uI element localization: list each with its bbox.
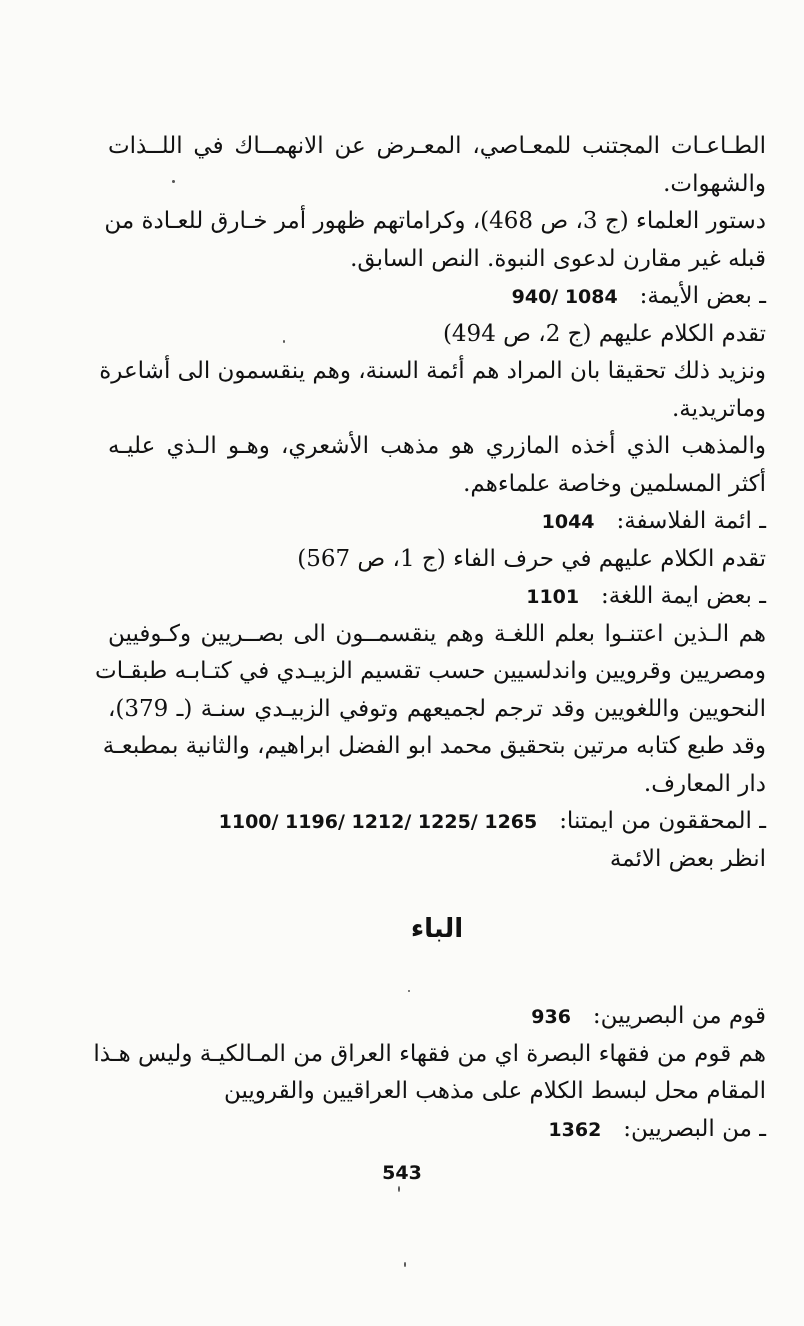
scan-speck — [283, 340, 285, 343]
text-line: ومصريين وقرويين واندلسيين حسب تقسيم الزبيـدي في كتـابـه طبقـات — [95, 658, 766, 684]
entry-line — [108, 803, 766, 841]
entry-label: ـ من البصريين: — [623, 1115, 766, 1142]
text-line: تقدم الكلام عليهم في حرف الفاء (ج 1، ص 567) — [297, 545, 766, 572]
entry-numbers: 1101 — [526, 586, 580, 608]
text-line: والمذهب الذي أخذه المازري هو مذهب الأشعري، وهـو الـذي عليـه — [108, 433, 766, 459]
entry-numbers: 936 — [531, 1006, 571, 1028]
entry-line — [108, 578, 766, 616]
entry-line — [108, 503, 766, 541]
text-line: هم قوم من فقهاء البصرة اي من فقهاء العراق من المـالكيـة وليس هـذا — [93, 1040, 766, 1067]
entry-line — [108, 998, 766, 1036]
scan-speck — [172, 180, 175, 183]
scan-speck — [408, 990, 410, 992]
entry-line — [108, 278, 766, 316]
page-number: 543 — [382, 1162, 422, 1184]
entry-numbers: 1362 — [548, 1118, 602, 1141]
entry-label: ـ بعض الأيمة: — [639, 283, 766, 309]
entry-label: ـ بعض ايمة اللغة: — [601, 583, 766, 609]
entry-label: ـ ائمة الفلاسفة: — [616, 508, 766, 534]
text-line: انظر بعض الائمة — [609, 845, 766, 872]
text-line: دستور العلماء (ج 3، ص 468)، وكراماتهم ظهور أمر خـارق للعـادة من — [104, 208, 766, 234]
entry-numbers: 940/ 1084 — [511, 286, 618, 308]
entry-label: قوم من البصريين: — [592, 1003, 766, 1029]
text-line: أكثر المسلمين وخاصة علماءهم. — [463, 470, 766, 497]
text-line: النحويين واللغويين وقد ترجم لجميعهم وتوفي الزبيـدي سنـة (ـ 379)، — [108, 695, 766, 722]
entry-label: ـ المحققون من ايمتنا: — [559, 808, 766, 834]
entry-line — [108, 1111, 766, 1149]
text-line: قبله غير مقارن لدعوى النبوة. النص السابق. — [350, 245, 766, 272]
text-line: المقام محل لبسط الكلام على مذهب العراقيين والقرويين — [223, 1078, 766, 1104]
text-line: ونزيد ذلك تحقيقا بان المراد هم أئمة السنة، وهم ينقسمون الى أشاعرة — [99, 358, 766, 384]
text-line: تقدم الكلام عليهم (ج 2، ص 494) — [442, 320, 766, 347]
text-line: وماتريدية. — [671, 395, 766, 422]
entry-numbers: 1100/ 1196/ 1212/ 1225/ 1265 — [218, 811, 538, 833]
section-heading: الباء — [410, 914, 464, 944]
text-line: دار المعارف. — [643, 770, 766, 797]
scan-speck — [398, 1186, 400, 1192]
scan-speck — [404, 1262, 406, 1267]
text-line: الطـاعـات المجتنب للمعـاصي، المعـرض عن الانهمــاك في اللــذات — [108, 133, 766, 159]
text-line: هم الـذين اعتنـوا بعلم اللغـة وهم ينقسمــون الى بصــريين وكـوفيين — [108, 620, 766, 647]
entry-numbers: 1044 — [541, 511, 595, 533]
page-text — [93, 128, 766, 1148]
text-line: وقد طبع كتابه مرتين بتحقيق محمد ابو الفضل ابراهيم، والثانية بمطبعـة — [102, 733, 766, 759]
text-line: والشهوات. — [663, 170, 766, 197]
